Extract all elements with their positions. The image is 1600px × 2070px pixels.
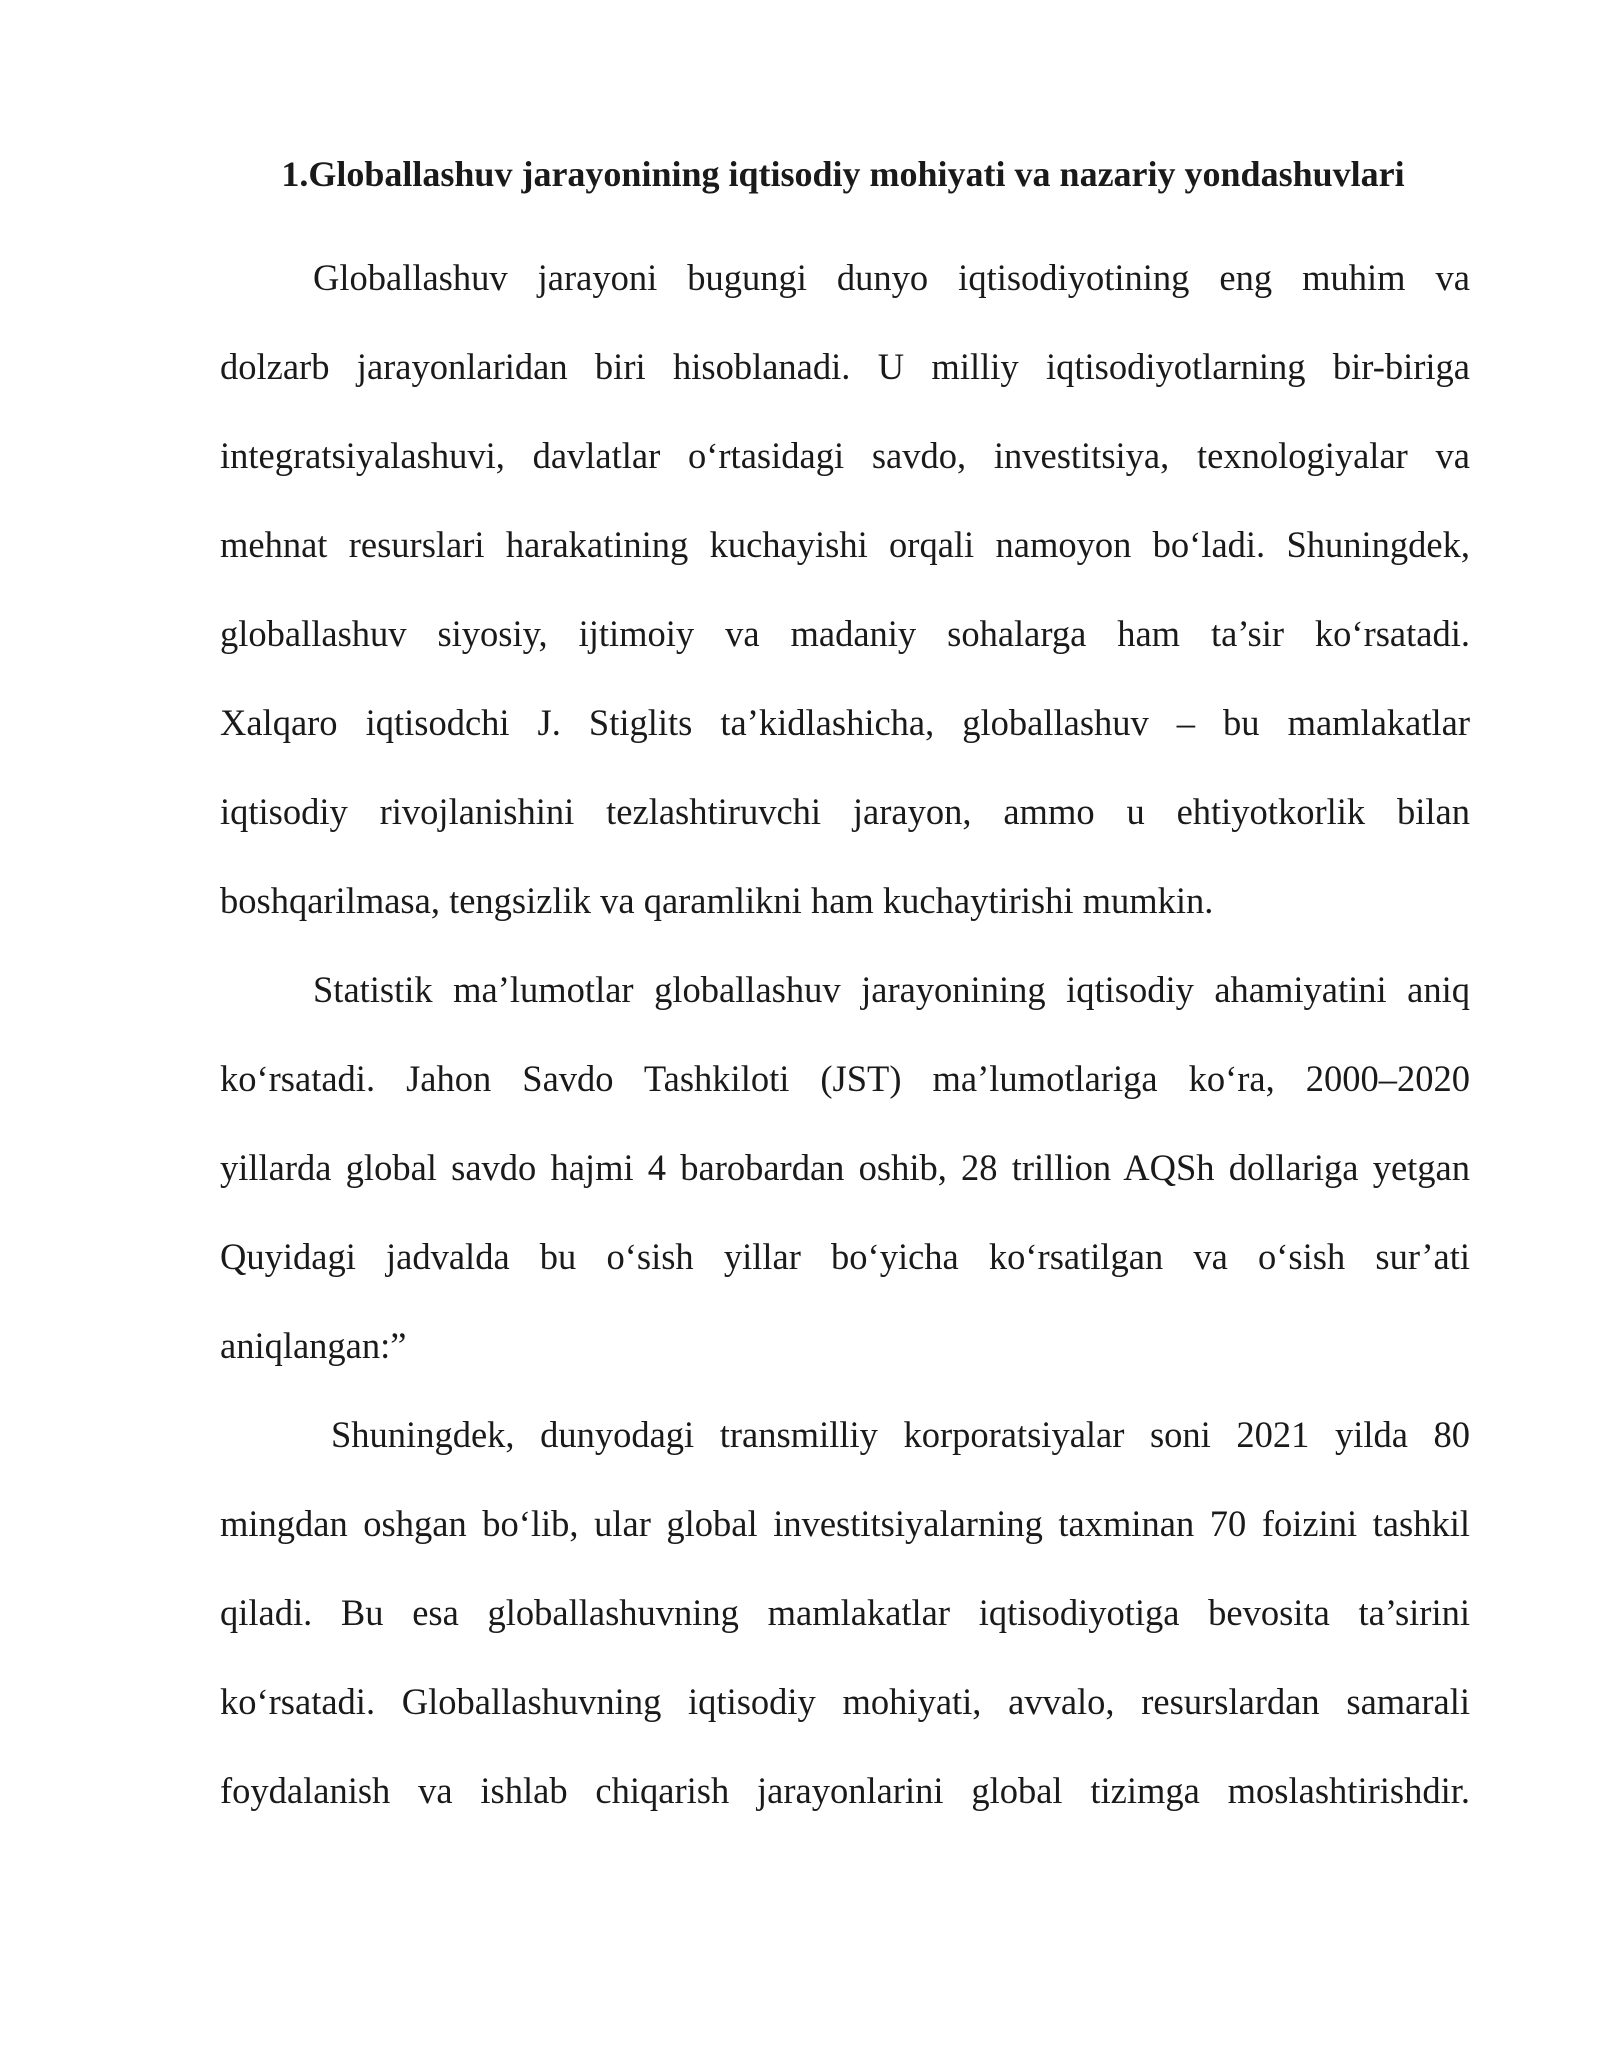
text-line: ko‘rsatadi. Globallashuvning iqtisodiy mohiyati, avvalo, resurslardan samarali	[220, 1681, 1470, 1722]
text-line: Globallashuv jarayoni bugungi dunyo iqtisodiyotining eng muhim va	[313, 257, 1470, 298]
text-line: Quyidagi jadvalda bu o‘sish yillar bo‘yicha ko‘rsatilgan va o‘sish sur’ati	[220, 1236, 1470, 1277]
section-heading: 1.Globallashuv jarayonining iqtisodiy mohiyati va nazariy yondashuvlari	[281, 154, 1405, 194]
body-text	[220, 248, 1470, 1850]
text-line: Xalqaro iqtisodchi J. Stiglits ta’kidlashicha, globallashuv – bu mamlakatlar	[220, 702, 1470, 743]
text-line: boshqarilmasa, tengsizlik va qaramlikni ham kuchaytirishi mumkin.	[220, 880, 1214, 921]
text-line: yillarda global savdo hajmi 4 barobardan oshib, 28 trillion AQSh dollariga yetgan	[220, 1147, 1470, 1188]
text-line: integratsiyalashuvi, davlatlar o‘rtasidagi savdo, investitsiya, texnologiyalar va	[220, 435, 1470, 476]
text-line: mehnat resurslari harakatining kuchayishi orqali namoyon bo‘ladi. Shuningdek,	[220, 524, 1470, 565]
text-line: dolzarb jarayonlaridan biri hisoblanadi. U milliy iqtisodiyotlarning bir-biriga	[220, 346, 1470, 387]
text-line: foydalanish va ishlab chiqarish jarayonlarini global tizimga moslashtirishdir.	[220, 1770, 1470, 1811]
text-line: mingdan oshgan bo‘lib, ular global investitsiyalarning taxminan 70 foizini tashkil	[220, 1503, 1470, 1544]
text-line: Statistik ma’lumotlar globallashuv jarayonining iqtisodiy ahamiyatini aniq	[313, 969, 1470, 1010]
text-line: iqtisodiy rivojlanishini tezlashtiruvchi jarayon, ammo u ehtiyotkorlik bilan	[220, 791, 1470, 832]
text-line: aniqlangan:”	[220, 1325, 407, 1366]
text-line: globallashuv siyosiy, ijtimoiy va madaniy sohalarga ham ta’sir ko‘rsatadi.	[220, 613, 1470, 654]
text-line: Shuningdek, dunyodagi transmilliy korporatsiyalar soni 2021 yilda 80	[331, 1414, 1470, 1455]
text-line: ko‘rsatadi. Jahon Savdo Tashkiloti (JST) ma’lumotlariga ko‘ra, 2000–2020	[220, 1058, 1470, 1099]
text-line: qiladi. Bu esa globallashuvning mamlakatlar iqtisodiyotiga bevosita ta’sirini	[220, 1592, 1470, 1633]
